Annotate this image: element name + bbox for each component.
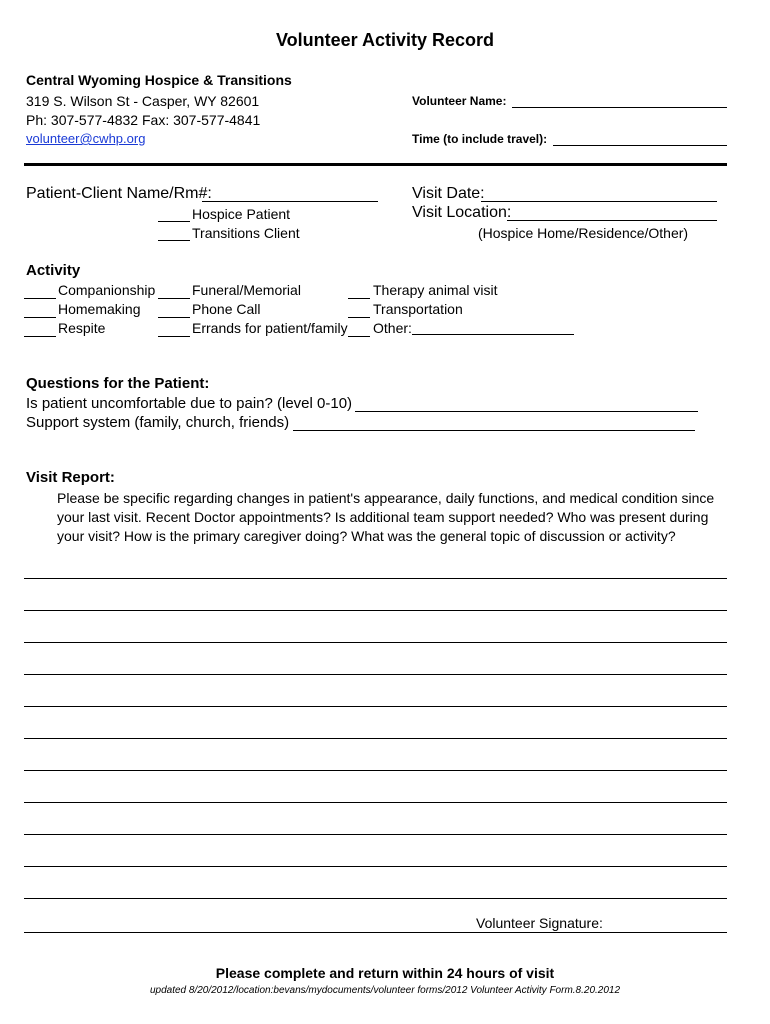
org-address: 319 S. Wilson St - Casper, WY 82601 [26, 93, 260, 109]
report-line[interactable] [24, 578, 727, 579]
errands-label: Errands for patient/family [192, 320, 348, 336]
org-phone-fax: Ph: 307-577-4832 Fax: 307-577-4841 [26, 112, 261, 128]
phone-call-label: Phone Call [192, 301, 261, 317]
patient-name-field[interactable] [202, 200, 378, 202]
transportation-label: Transportation [373, 301, 463, 317]
signature-label: Volunteer Signature: [476, 915, 603, 931]
report-line[interactable] [24, 770, 727, 771]
other-check[interactable] [348, 335, 370, 337]
org-email-link[interactable]: volunteer@cwhp.org [26, 131, 146, 146]
time-label: Time (to include travel): [412, 132, 548, 146]
org-name: Central Wyoming Hospice & Transitions [26, 72, 292, 88]
signature-line[interactable] [24, 932, 727, 933]
return-instruction: Please complete and return within 24 hours of visit [215, 965, 555, 981]
volunteer-name-field[interactable] [512, 106, 727, 108]
location-hint: (Hospice Home/Residence/Other) [478, 225, 689, 241]
other-label: Other: [373, 320, 412, 336]
report-line[interactable] [24, 866, 727, 867]
funeral-label: Funeral/Memorial [192, 282, 301, 298]
respite-label: Respite [58, 320, 106, 336]
therapy-animal-label: Therapy animal visit [373, 282, 498, 298]
other-field[interactable] [412, 333, 574, 335]
header-divider [24, 163, 727, 166]
companionship-label: Companionship [58, 282, 156, 298]
support-answer-field[interactable] [293, 429, 695, 431]
report-line[interactable] [24, 706, 727, 707]
phone-call-check[interactable] [158, 316, 190, 318]
report-line[interactable] [24, 802, 727, 803]
report-line[interactable] [24, 674, 727, 675]
hospice-patient-label: Hospice Patient [192, 206, 291, 222]
companionship-check[interactable] [24, 297, 56, 299]
visit-date-field[interactable] [481, 200, 717, 202]
updated-note: updated 8/20/2012/location:bevans/mydocuments/volunteer forms/2012 Volunteer Activity Form.8.20.2012 [149, 985, 621, 996]
hospice-patient-check[interactable] [158, 220, 190, 222]
visit-report-instructions: Please be specific regarding changes in patient's appearance, daily functions, and medical condition since your last visit. Recent Doctor appointments? Is additional team support needed? Who was present during your visit? How is the primary caregiver doing? What was the general topic of discussion or activity? [57, 490, 715, 544]
funeral-check[interactable] [158, 297, 190, 299]
patient-name-label: Patient-Client Name/Rm#: [26, 185, 212, 202]
volunteer-name-label: Volunteer Name: [412, 94, 507, 108]
pain-question: Is patient uncomfortable due to pain? (level 0-10) [26, 395, 353, 412]
pain-answer-field[interactable] [355, 410, 698, 412]
report-line[interactable] [24, 738, 727, 739]
homemaking-label: Homemaking [58, 301, 141, 317]
transportation-check[interactable] [348, 316, 370, 318]
visit-date-label: Visit Date: [412, 185, 485, 202]
activity-heading: Activity [26, 262, 81, 279]
report-line[interactable] [24, 642, 727, 643]
respite-check[interactable] [24, 335, 56, 337]
transitions-client-check[interactable] [158, 239, 190, 241]
report-line[interactable] [24, 834, 727, 835]
report-line[interactable] [24, 898, 727, 899]
report-line[interactable] [24, 610, 727, 611]
support-question: Support system (family, church, friends) [26, 414, 290, 431]
visit-report-heading: Visit Report: [26, 469, 115, 486]
homemaking-check[interactable] [24, 316, 56, 318]
form-title: Volunteer Activity Record [275, 30, 495, 50]
therapy-animal-check[interactable] [348, 297, 370, 299]
time-field[interactable] [553, 144, 727, 146]
visit-location-field[interactable] [507, 219, 717, 221]
visit-location-label: Visit Location: [412, 204, 512, 221]
errands-check[interactable] [158, 335, 190, 337]
transitions-client-label: Transitions Client [192, 225, 300, 241]
questions-heading: Questions for the Patient: [26, 375, 210, 392]
